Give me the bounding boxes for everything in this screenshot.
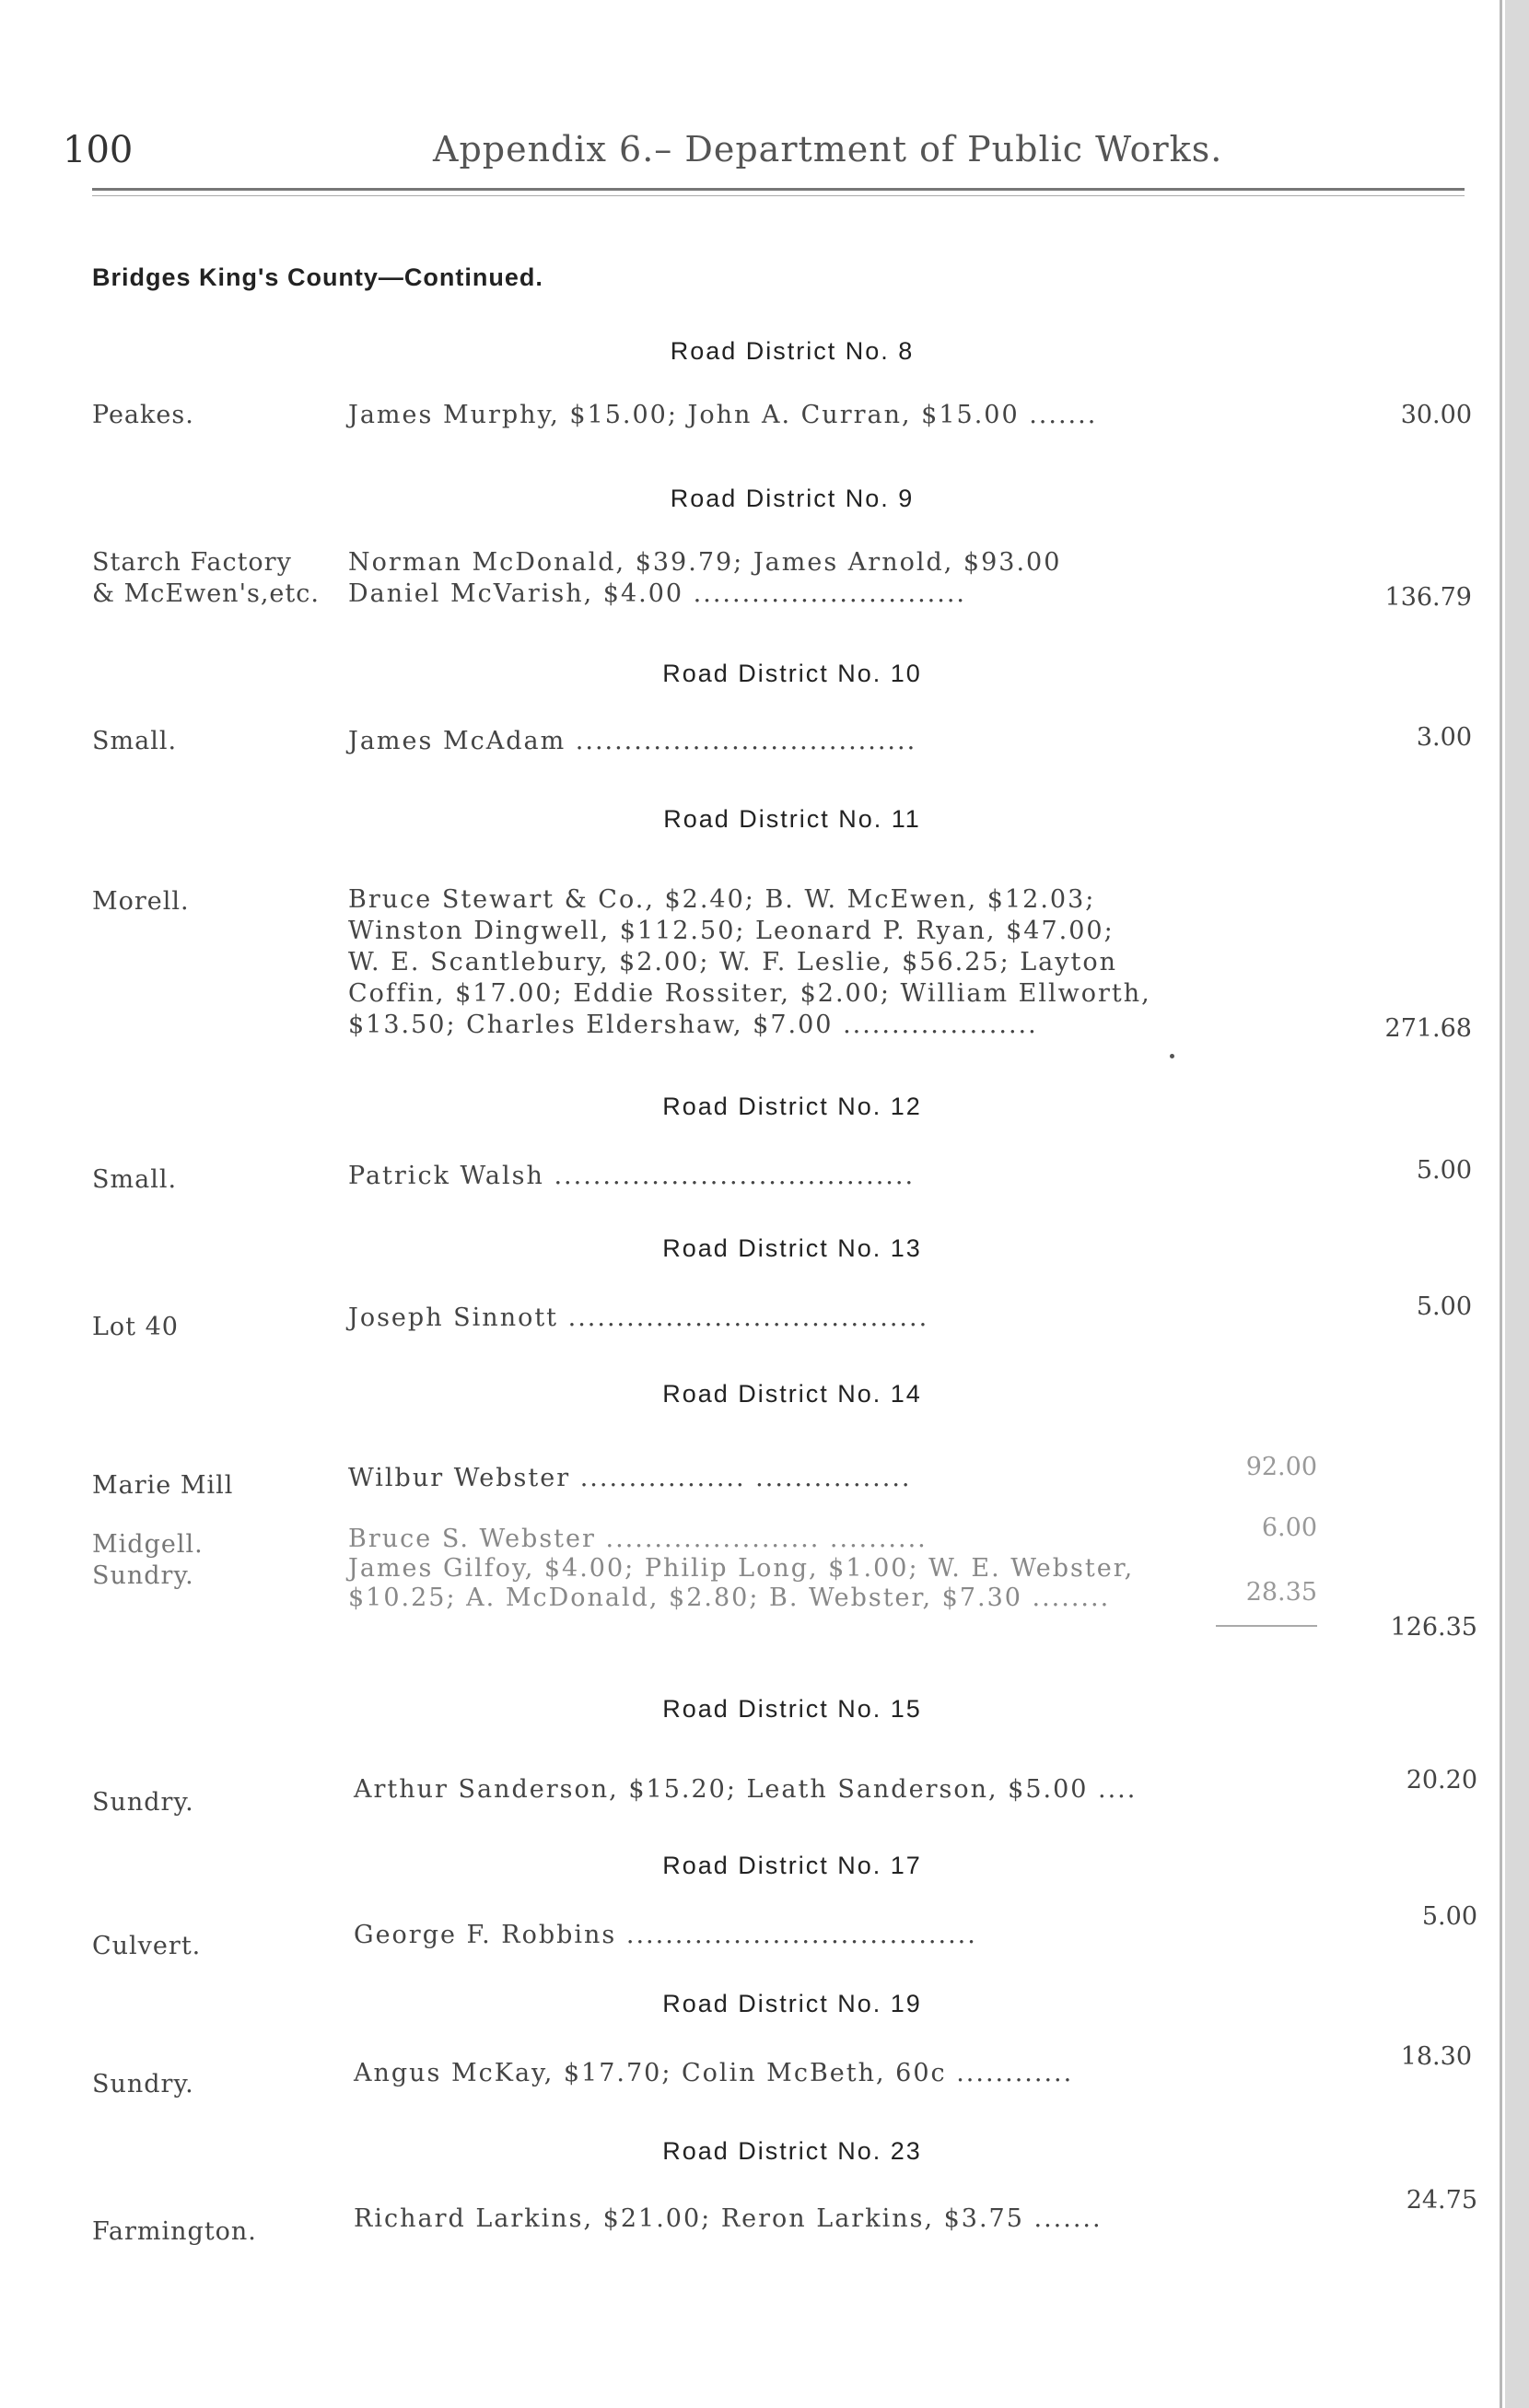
place-name: Peakes. (92, 401, 194, 429)
district-heading: Road District No. 12 (662, 1093, 922, 1120)
section-title: Bridges King's County—Continued. (92, 263, 543, 291)
place-name: Lot 40 (92, 1313, 179, 1341)
running-header-title: Appendix 6.– Department of Public Works. (433, 129, 1223, 169)
district-heading: Road District No. 14 (662, 1380, 922, 1408)
entry-line: James Murphy, $15.00; John A. Curran, $15.00 ....... (348, 401, 1098, 429)
entry-line: $10.25; A. McDonald, $2.80; B. Webster, $7.30 ........ (348, 1584, 1111, 1612)
entry-line: Richard Larkins, $21.00; Reron Larkins, $3.75 ....... (354, 2204, 1103, 2233)
district-total: 5.00 (1416, 1156, 1472, 1185)
subtotal: 6.00 (1261, 1514, 1317, 1542)
district-heading: Road District No. 9 (670, 485, 915, 512)
place-name: Starch Factory (92, 548, 292, 577)
district-heading: Road District No. 19 (662, 1990, 922, 2017)
district-heading: Road District No. 15 (662, 1695, 922, 1723)
entry-line: Coffin, $17.00; Eddie Rossiter, $2.00; William Ellworth, (348, 979, 1151, 1008)
district-total: 5.00 (1416, 1292, 1472, 1321)
place-name: Sundry. (92, 1788, 194, 1817)
district-heading: Road District No. 13 (662, 1234, 922, 1262)
district-total: 126.35 (1390, 1613, 1477, 1642)
district-total: 30.00 (1400, 401, 1472, 429)
district-total: 271.68 (1384, 1014, 1472, 1043)
entry-line: Joseph Sinnott ..................................... (348, 1303, 929, 1332)
place-name: Farmington. (92, 2217, 257, 2246)
district-heading: Road District No. 11 (663, 805, 921, 833)
place-name: Culvert. (92, 1932, 202, 1960)
entry-line: Patrick Walsh ..................................... (348, 1162, 916, 1190)
header-rule (92, 188, 1465, 191)
entry-line: Bruce S. Webster ...................... .......... (348, 1525, 928, 1553)
place-name: Midgell. (92, 1530, 204, 1559)
subtotal: 28.35 (1245, 1578, 1317, 1607)
place-name: Small. (92, 727, 178, 755)
place-name: Sundry. (92, 2070, 194, 2098)
place-name: Sundry. (92, 1561, 194, 1590)
district-total: 24.75 (1406, 2186, 1477, 2215)
district-total: 3.00 (1416, 723, 1472, 752)
district-total: 5.00 (1421, 1902, 1477, 1931)
entry-line: Daniel McVarish, $4.00 ............................ (348, 579, 966, 608)
entry-line: James Gilfoy, $4.00; Philip Long, $1.00; W. E. Webster, (348, 1554, 1135, 1583)
entry-line: James McAdam ................................... (348, 727, 917, 755)
ink-spot (1170, 1054, 1174, 1058)
place-name: Morell. (92, 887, 190, 916)
entry-line: $13.50; Charles Eldershaw, $7.00 .................... (348, 1011, 1038, 1039)
entry-line: Wilbur Webster ................. ................ (348, 1464, 912, 1492)
place-name: Small. (92, 1165, 178, 1194)
entry-line: Arthur Sanderson, $15.20; Leath Sanderson, $5.00 .... (354, 1775, 1138, 1804)
district-heading: Road District No. 10 (662, 660, 922, 687)
entry-line: Bruce Stewart & Co., $2.40; B. W. McEwen, $12.03; (348, 885, 1096, 914)
district-heading: Road District No. 17 (662, 1852, 922, 1879)
header-rule-thin (92, 195, 1465, 196)
place-name: Marie Mill (92, 1471, 234, 1500)
district-heading: Road District No. 8 (670, 337, 915, 365)
entry-line: George F. Robbins .................................... (354, 1921, 977, 1949)
place-name: & McEwen's,etc. (92, 579, 320, 608)
entry-line: W. E. Scantlebury, $2.00; W. F. Leslie, $56.25; Layton (348, 948, 1118, 976)
district-total: 136.79 (1384, 583, 1472, 612)
entry-line: Winston Dingwell, $112.50; Leonard P. Ryan, $47.00; (348, 917, 1115, 945)
subtotal: 92.00 (1245, 1453, 1317, 1481)
district-total: 20.20 (1406, 1766, 1477, 1794)
district-total: 18.30 (1400, 2042, 1472, 2071)
district-heading: Road District No. 23 (662, 2137, 922, 2165)
entry-line: Angus McKay, $17.70; Colin McBeth, 60c ............ (354, 2059, 1074, 2087)
page-number: 100 (63, 129, 134, 171)
entry-line: Norman McDonald, $39.79; James Arnold, $93.00 (348, 548, 1062, 577)
